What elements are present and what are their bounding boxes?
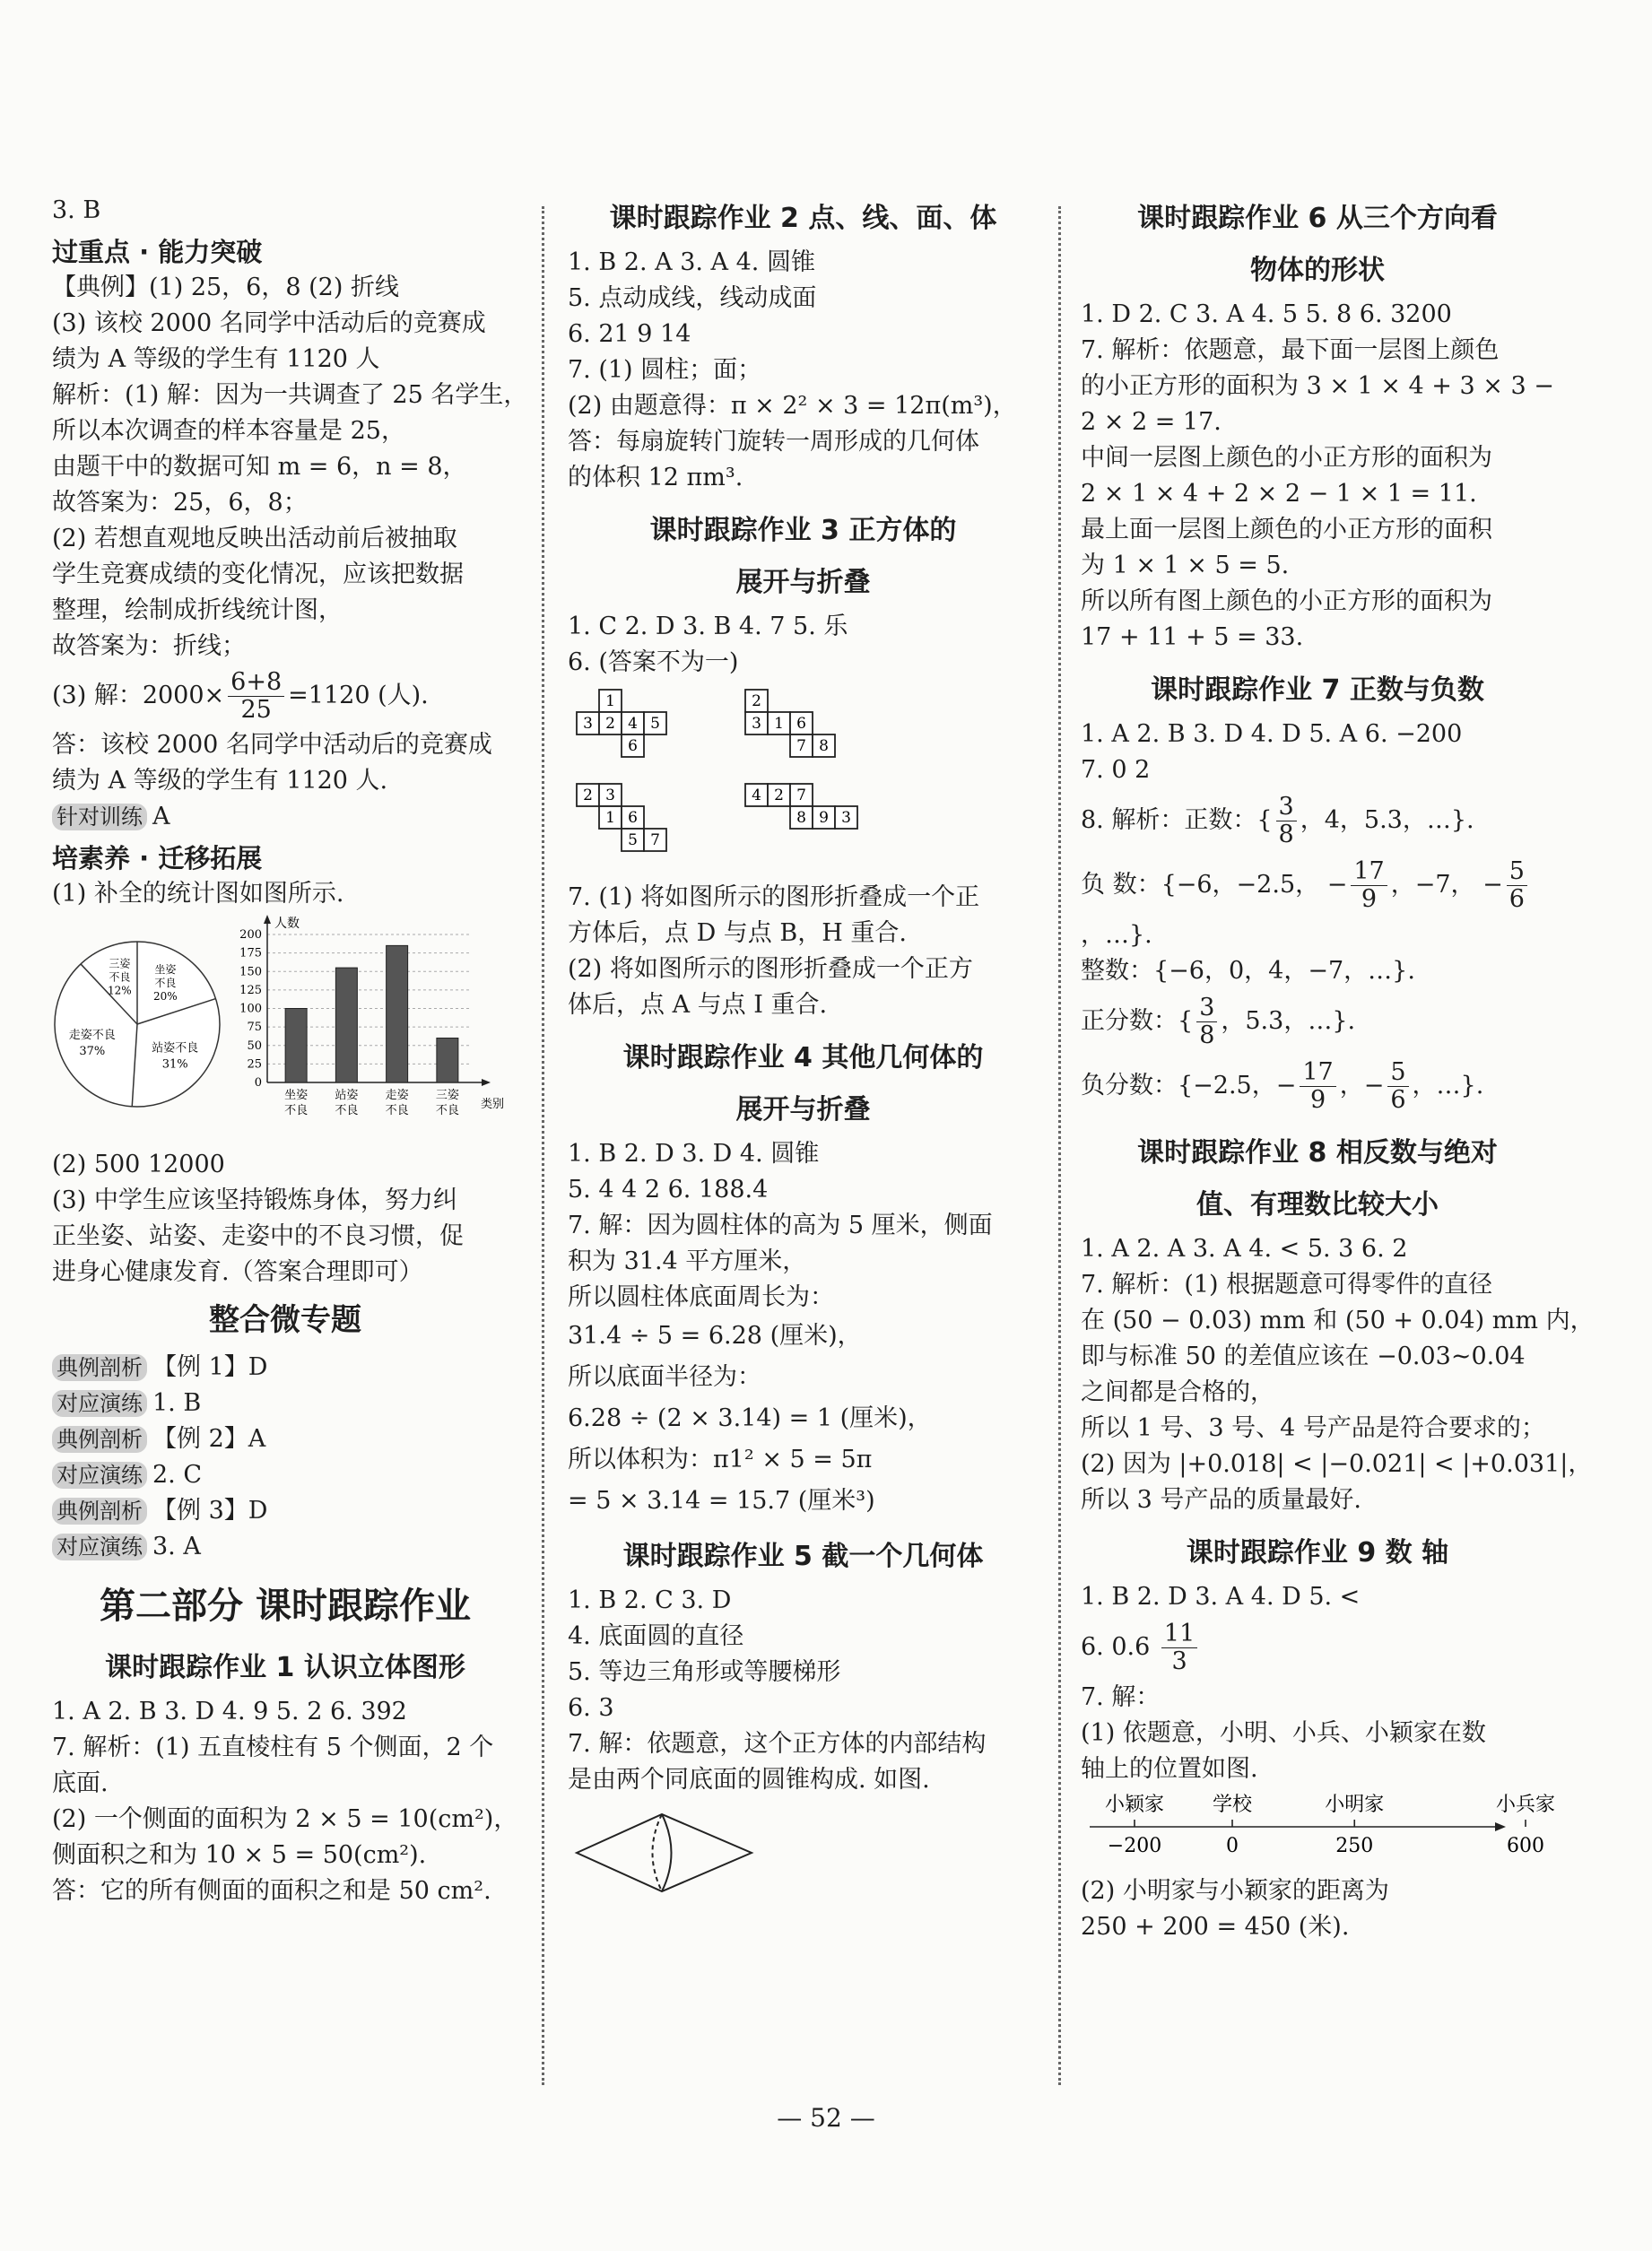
text-line: 是由两个同底面的圆锥构成. 如图. (568, 1766, 930, 1794)
cube-net (577, 784, 666, 851)
text-line: 体后，点 A 与点 I 重合. (568, 991, 828, 1019)
text-line: 4. 底面圆的直径 (568, 1622, 744, 1650)
net-cell-label: 2 (605, 715, 615, 733)
fraction-numerator: 3 (1196, 995, 1217, 1022)
text-line: 故答案为：25，6，8； (52, 489, 308, 517)
net-cell-label: 7 (650, 831, 660, 849)
set-text: 8. 解析：正数：{ (1081, 806, 1273, 834)
pie-slice-label: 不良 (154, 976, 177, 989)
bar (387, 945, 408, 1082)
pie-slice-value: 12% (108, 984, 132, 997)
text-line: 即与标准 50 的差值应该在 −0.03~0.04 (1081, 1343, 1526, 1370)
column-right (1081, 193, 1595, 1945)
homework-title-3-cont: 展开与折叠 (735, 567, 871, 598)
negative-fraction-set-line (1081, 1054, 1554, 1118)
text-line: (2) 因为 |+0.018| < |−0.021| < |+0.031|， (1081, 1450, 1593, 1478)
text-line: 答：每扇旋转门旋转一周形成的几何体 (568, 428, 979, 456)
section-heading-peisu: 培素养 · 迁移拓展 (52, 843, 263, 873)
homework-title-6: 课时跟踪作业 6 从三个方向看 (1137, 203, 1498, 234)
pie-slice-label: 站姿不良 (152, 1041, 199, 1056)
number-line-place: 小兵家 (1495, 1794, 1556, 1816)
text-line: 7. 解：依题意，这个正方体的内部结构 (568, 1730, 987, 1758)
text-line: 7. (1) 将如图所示的图形折叠成一个正 (568, 883, 980, 911)
text-line: 31.4 ÷ 5 = 6.28 (厘米)， (568, 1322, 862, 1350)
text-line: 进身心健康发育.（答案合理即可） (52, 1258, 423, 1286)
number-line-value: 600 (1507, 1835, 1544, 1857)
wei-tag: 典例剖析 (52, 1498, 147, 1525)
wei-line (52, 1350, 518, 1386)
text-line: (3) 中学生应该坚持锻炼身体，努力纠 (52, 1186, 457, 1214)
y-tick-label: 25 (247, 1057, 262, 1072)
text-line: 1. B 2. D 3. A 4. D 5. < (1081, 1583, 1361, 1611)
column-left (52, 193, 528, 1909)
text-line: 6.28 ÷ (2 × 3.14) = 1 (厘米)， (568, 1404, 932, 1432)
text-line: 所以底面半径为： (568, 1363, 761, 1391)
positive-set-line (1081, 788, 1554, 853)
homework-title-8-cont: 值、有理数比较大小 (1196, 1189, 1439, 1221)
pie-slice-label: 坐姿 (154, 962, 177, 976)
positive-fraction-set-line (1081, 989, 1554, 1054)
text-line: 17 + 11 + 5 = 33. (1081, 623, 1304, 651)
text-line: 所以 3 号产品的质量最好. (1081, 1486, 1361, 1514)
number-line-place: 小颖家 (1104, 1794, 1165, 1816)
fraction-denominator: 25 (240, 696, 272, 724)
text-line: 1. A 2. B 3. D 4. D 5. A 6. −200 (1081, 720, 1463, 748)
text-line: 2 × 2 = 17. (1081, 408, 1222, 436)
bar-chart (239, 915, 504, 1117)
xunlian-tag: 针对训练 (52, 804, 147, 830)
xunlian-line (52, 799, 518, 835)
section-heading-zhongdian: 过重点 · 能力突破 (52, 237, 263, 267)
net-cell-label: 2 (752, 692, 761, 710)
y-tick-label: 200 (239, 928, 262, 942)
fraction-numerator: 6+8 (228, 669, 284, 697)
set-text: ，5.3，…}. (1221, 1007, 1356, 1035)
pie-chart (55, 942, 220, 1107)
wei-tag: 对应演练 (52, 1390, 147, 1417)
text-line: 所以圆柱体底面周长为： (568, 1283, 834, 1311)
wei-line (52, 1493, 518, 1529)
fraction-line (1081, 1615, 1554, 1680)
answer-line: 3. B (52, 196, 101, 224)
wei-tag: 对应演练 (52, 1534, 147, 1560)
bar (285, 1009, 307, 1083)
homework-title-9: 课时跟踪作业 9 数 轴 (1186, 1537, 1449, 1569)
text-line: 学生竞赛成绩的变化情况，应该把数据 (52, 561, 464, 588)
set-text: 负分数：{−2.5，− (1081, 1072, 1297, 1099)
fraction-numerator: 5 (1507, 858, 1527, 886)
net-cell-label: 6 (628, 737, 638, 755)
text-line: 250 + 200 = 450 (米). (1081, 1913, 1350, 1941)
wei-line (52, 1386, 518, 1421)
wei-answer: 【例 2】A (152, 1425, 266, 1453)
fraction (1161, 1621, 1197, 1675)
homework-title-2: 课时跟踪作业 2 点、线、面、体 (609, 203, 997, 234)
text-line: 为 1 × 1 × 5 = 5. (1081, 552, 1290, 579)
fraction-denominator: 6 (1390, 1086, 1406, 1114)
text-line: 5. 点动成线，线动成面 (568, 284, 817, 312)
wei-line (52, 1421, 518, 1457)
text-line: (2) 500 12000 (52, 1151, 225, 1178)
text-line: 5. 4 4 2 6. 188.4 (568, 1176, 769, 1204)
x-tick-label: 站姿 (335, 1089, 359, 1102)
text-line: 答：它的所有侧面的面积之和是 50 cm². (52, 1877, 491, 1905)
text-line: 7. 解析：依题意，最下面一层图上颜色 (1081, 336, 1500, 364)
text-line: 侧面积之和为 10 × 5 = 50(cm²). (52, 1841, 427, 1869)
text-line: 6. (答案不为一) (568, 648, 739, 676)
text-line: 绩为 A 等级的学生有 1120 人 (52, 345, 380, 373)
y-tick-label: 150 (239, 965, 262, 979)
homework-title-1: 课时跟踪作业 1 认识立体图形 (105, 1652, 465, 1683)
fraction (1196, 995, 1217, 1049)
text-line: 所以本次调查的样本容量是 25， (52, 417, 405, 445)
text-line: 在 (50 − 0.03) mm 和 (50 + 0.04) mm 内， (1081, 1307, 1595, 1334)
wei-answer: 2. C (152, 1461, 203, 1489)
number-line-place: 小明家 (1325, 1794, 1385, 1816)
text-line: 5. 等边三角形或等腰梯形 (568, 1658, 841, 1686)
formula-line (52, 665, 518, 727)
text-line: 6. 3 (568, 1694, 614, 1722)
section-heading-zhenghe: 整合微专题 (209, 1302, 361, 1338)
text-line: = 5 × 3.14 = 15.7 (厘米³) (568, 1487, 875, 1515)
number-line-figure (1081, 1787, 1556, 1863)
net-cell-label: 4 (752, 787, 761, 804)
fraction-numerator: 17 (1300, 1059, 1335, 1087)
fraction (1507, 858, 1527, 913)
bar (437, 1039, 458, 1083)
text-line: 解析：(1) 解：因为一共调查了 25 名学生， (52, 381, 528, 409)
fraction (1300, 1059, 1335, 1114)
text-line: 绩为 A 等级的学生有 1120 人. (52, 767, 388, 795)
homework-title-5: 课时跟踪作业 5 截一个几何体 (622, 1541, 984, 1572)
cube-nets-figure (568, 681, 909, 869)
fraction (1351, 858, 1387, 913)
net-cell-label: 7 (796, 737, 806, 755)
text-line: 积为 31.4 平方厘米， (568, 1247, 807, 1275)
text-line: 7. 解：因为圆柱体的高为 5 厘米，侧面 (568, 1212, 993, 1239)
y-tick-label: 175 (239, 946, 262, 960)
cube-net (745, 784, 857, 829)
text-line: (2) 将如图所示的图形折叠成一个正方 (568, 955, 973, 983)
text-line: 7. 0 2 (1081, 756, 1151, 784)
text-line: 方体后，点 D 与点 B，H 重合. (568, 919, 907, 947)
fraction (1387, 1059, 1408, 1114)
wei-tag: 对应演练 (52, 1462, 147, 1489)
homework-title-8: 课时跟踪作业 8 相反数与绝对 (1137, 1137, 1498, 1169)
net-cell-label: 3 (605, 787, 615, 804)
part-title: 第二部分 课时跟踪作业 (100, 1586, 471, 1627)
net-cell-label: 5 (628, 831, 638, 849)
x-tick-label: 不良 (385, 1104, 409, 1117)
homework-title-7: 课时跟踪作业 7 正数与负数 (1151, 674, 1484, 706)
column-divider (542, 206, 544, 2085)
fraction-numerator: 3 (1276, 794, 1297, 821)
pie-slice-value: 20% (153, 989, 178, 1003)
fraction (228, 669, 284, 724)
net-cell-label: 8 (796, 809, 806, 827)
net-cell-label: 6 (628, 809, 638, 827)
text-line: 答：该校 2000 名同学中活动后的竞赛成 (52, 731, 492, 759)
fraction-numerator: 17 (1351, 858, 1387, 886)
wei-answer: 1. B (152, 1389, 202, 1417)
set-text: ，−7， − (1390, 871, 1503, 899)
set-text: 负 数：{−6，−2.5， − (1081, 871, 1348, 899)
net-cell-label: 9 (819, 809, 829, 827)
negative-set-line (1081, 853, 1554, 917)
dianli-tag: 【典例】 (52, 274, 149, 301)
net-cell-label: 6 (796, 715, 806, 733)
text-line: (1) 依题意，小明、小兵、小颖家在数 (1081, 1719, 1486, 1747)
fraction-denominator: 9 (1309, 1086, 1326, 1114)
x-tick-label: 走姿 (385, 1089, 409, 1102)
x-tick-label: 不良 (435, 1104, 459, 1117)
text-line: 7. (1) 圆柱；面； (568, 356, 762, 384)
page-number: — 52 — (777, 2103, 875, 2133)
text-line: 故答案为：折线； (52, 632, 246, 660)
net-cell-label: 4 (628, 715, 638, 733)
text-line: 7. 解析：(1) 根据题意可得零件的直径 (1081, 1271, 1493, 1299)
number-line-value: −200 (1107, 1835, 1162, 1857)
statistics-figure (52, 912, 518, 1136)
y-axis-arrow (264, 915, 271, 924)
text-line: 1. B 2. D 3. D 4. 圆锥 (568, 1140, 820, 1168)
number-line-place: 学校 (1212, 1794, 1253, 1816)
net-cell-label: 8 (819, 737, 829, 755)
fraction-denominator: 9 (1361, 885, 1378, 913)
number-line-arrow (1495, 1822, 1506, 1831)
y-tick-label: 75 (247, 1021, 262, 1035)
bar (335, 968, 357, 1082)
cube-net (577, 690, 666, 757)
number-line-value: 250 (1335, 1835, 1374, 1857)
negative-set-line-cont: ，…}. (1081, 921, 1152, 949)
homework-title-4: 课时跟踪作业 4 其他几何体的 (622, 1042, 984, 1073)
x-axis-label: 类别 (480, 1098, 505, 1111)
wei-line (52, 1529, 518, 1565)
chart-title: 人数 (274, 917, 300, 931)
net-cell-label: 1 (774, 715, 784, 733)
text-line: 2 × 1 × 4 + 2 × 2 − 1 × 1 = 11. (1081, 480, 1477, 508)
text-line: 1. A 2. B 3. D 4. 9 5. 2 6. 392 (52, 1698, 407, 1725)
x-tick-label: 三姿 (435, 1089, 459, 1102)
wei-tag: 典例剖析 (52, 1354, 147, 1381)
fraction-denominator: 8 (1278, 821, 1294, 848)
text-line: 最上面一层图上颜色的小正方形的面积 (1081, 516, 1492, 543)
text-line: 所以体积为：π1² × 5 = 5π (568, 1446, 873, 1473)
set-text: 正分数：{ (1081, 1007, 1194, 1035)
text-line: 轴上的位置如图. (1081, 1755, 1258, 1783)
set-text: ，…}. (1412, 1072, 1484, 1099)
text-line: 整理，绘制成折线统计图， (52, 596, 343, 624)
net-cell-label: 3 (752, 715, 761, 733)
column-middle (568, 193, 1039, 1913)
text-line: 1. D 2. C 3. A 4. 5 5. 8 6. 3200 (1081, 300, 1452, 328)
text-line: 中间一层图上颜色的小正方形的面积为 (1081, 444, 1492, 472)
column-divider (1058, 206, 1061, 2085)
fraction (1276, 794, 1297, 848)
text-line: 1. C 2. D 3. B 4. 7 5. 乐 (568, 613, 848, 640)
y-tick-label: 50 (247, 1039, 262, 1053)
text-line: 1. A 2. A 3. A 4. < 5. 3 6. 2 (1081, 1235, 1408, 1263)
dianli-answer: (1) 25，6，8 (2) 折线 (149, 274, 399, 301)
formula-text: =1120 (人). (288, 682, 429, 709)
x-tick-label: 坐姿 (284, 1089, 309, 1102)
y-tick-label: 100 (239, 1002, 262, 1016)
text-line: (2) 小明家与小颖家的距离为 (1081, 1877, 1389, 1905)
y-tick-label: 0 (254, 1076, 262, 1090)
text-line: (2) 一个侧面的面积为 2 × 5 = 10(cm²)， (52, 1805, 518, 1833)
double-cone-front-arc (662, 1814, 672, 1891)
wei-tag: 典例剖析 (52, 1426, 147, 1453)
answer-text: 6. 0.6 (1081, 1633, 1151, 1661)
text-line: (3) 该校 2000 名同学中活动后的竞赛成 (52, 309, 486, 337)
net-cell-label: 5 (650, 715, 660, 733)
text-line: 7. 解： (1081, 1683, 1161, 1711)
text-line: 7. 解析：(1) 五直棱柱有 5 个侧面，2 个 (52, 1734, 494, 1761)
fraction-numerator: 5 (1387, 1059, 1408, 1087)
homework-title-4-cont: 展开与折叠 (735, 1094, 871, 1126)
text-line: 1. B 2. C 3. D (568, 1586, 732, 1614)
wei-answer: 【例 1】D (152, 1353, 268, 1381)
text-line: 6. 21 9 14 (568, 320, 691, 348)
pie-slice-value: 31% (161, 1057, 188, 1072)
net-cell-label: 3 (583, 715, 593, 733)
fraction-denominator: 6 (1509, 885, 1525, 913)
net-cell-label: 3 (841, 809, 851, 827)
text-line: 正坐姿、站姿、走姿中的不良习惯，促 (52, 1222, 464, 1250)
formula-text: (3) 解：2000× (52, 682, 225, 709)
y-tick-label: 125 (239, 983, 262, 997)
net-cell-label: 2 (774, 787, 784, 804)
wei-answer: 【例 3】D (152, 1497, 268, 1525)
double-cone-outline (577, 1814, 752, 1891)
wei-line (52, 1457, 518, 1493)
double-cone-figure (568, 1803, 765, 1902)
text-line: (2) 由题意得：π × 2² × 3 = 12π(m³)， (568, 392, 1017, 420)
text-line: 由题干中的数据可知 m = 6，n = 8， (52, 453, 467, 481)
x-tick-label: 不良 (335, 1104, 359, 1117)
fraction-numerator: 11 (1161, 1621, 1197, 1648)
net-cell-label: 7 (796, 787, 806, 804)
text-line: 的体积 12 πm³. (568, 464, 743, 491)
set-text: ，− (1339, 1072, 1385, 1099)
pie-slice-label: 三姿 (109, 957, 131, 970)
homework-title-3: 课时跟踪作业 3 正方体的 (649, 515, 957, 546)
set-text: ，4，5.3，…}. (1300, 806, 1474, 834)
text-line: (2) 若想直观地反映出活动前后被抽取 (52, 525, 457, 552)
net-cell-label: 2 (583, 787, 593, 804)
page-number-value: 52 (810, 2103, 842, 2133)
number-line-value: 0 (1226, 1835, 1239, 1857)
net-cell-label: 1 (605, 692, 615, 710)
wei-answer: 3. A (152, 1533, 201, 1560)
pie-slice-value: 37% (79, 1045, 106, 1059)
net-cell-label: 1 (605, 809, 615, 827)
text-line: 1. B 2. A 3. A 4. 圆锥 (568, 248, 815, 276)
text-line: (1) 补全的统计图如图所示. (52, 880, 344, 908)
text-line: 的小正方形的面积为 3 × 1 × 4 + 3 × 3 − (1081, 372, 1554, 400)
double-cone-back-arc (653, 1814, 663, 1891)
text-line: 底面. (52, 1769, 109, 1797)
pie-slice-label: 走姿不良 (68, 1029, 116, 1043)
wei-list (52, 1350, 518, 1565)
fraction-denominator: 3 (1171, 1647, 1187, 1675)
x-axis-arrow (482, 1079, 491, 1086)
fraction-denominator: 8 (1199, 1021, 1215, 1049)
integer-set-line: 整数：{−6，0，4，−7，…}. (1081, 957, 1415, 985)
text-line: 所以所有图上颜色的小正方形的面积为 (1081, 587, 1492, 615)
homework-title-6-cont: 物体的形状 (1250, 255, 1385, 286)
dianli-line (52, 270, 518, 306)
text-line: 所以 1 号、3 号、4 号产品是符合要求的； (1081, 1414, 1545, 1442)
cube-net (745, 690, 835, 757)
pie-slice-label: 不良 (109, 970, 131, 984)
xunlian-answer: A (152, 803, 170, 830)
x-tick-label: 不良 (284, 1104, 309, 1117)
text-line: 之间都是合格的， (1081, 1378, 1274, 1406)
